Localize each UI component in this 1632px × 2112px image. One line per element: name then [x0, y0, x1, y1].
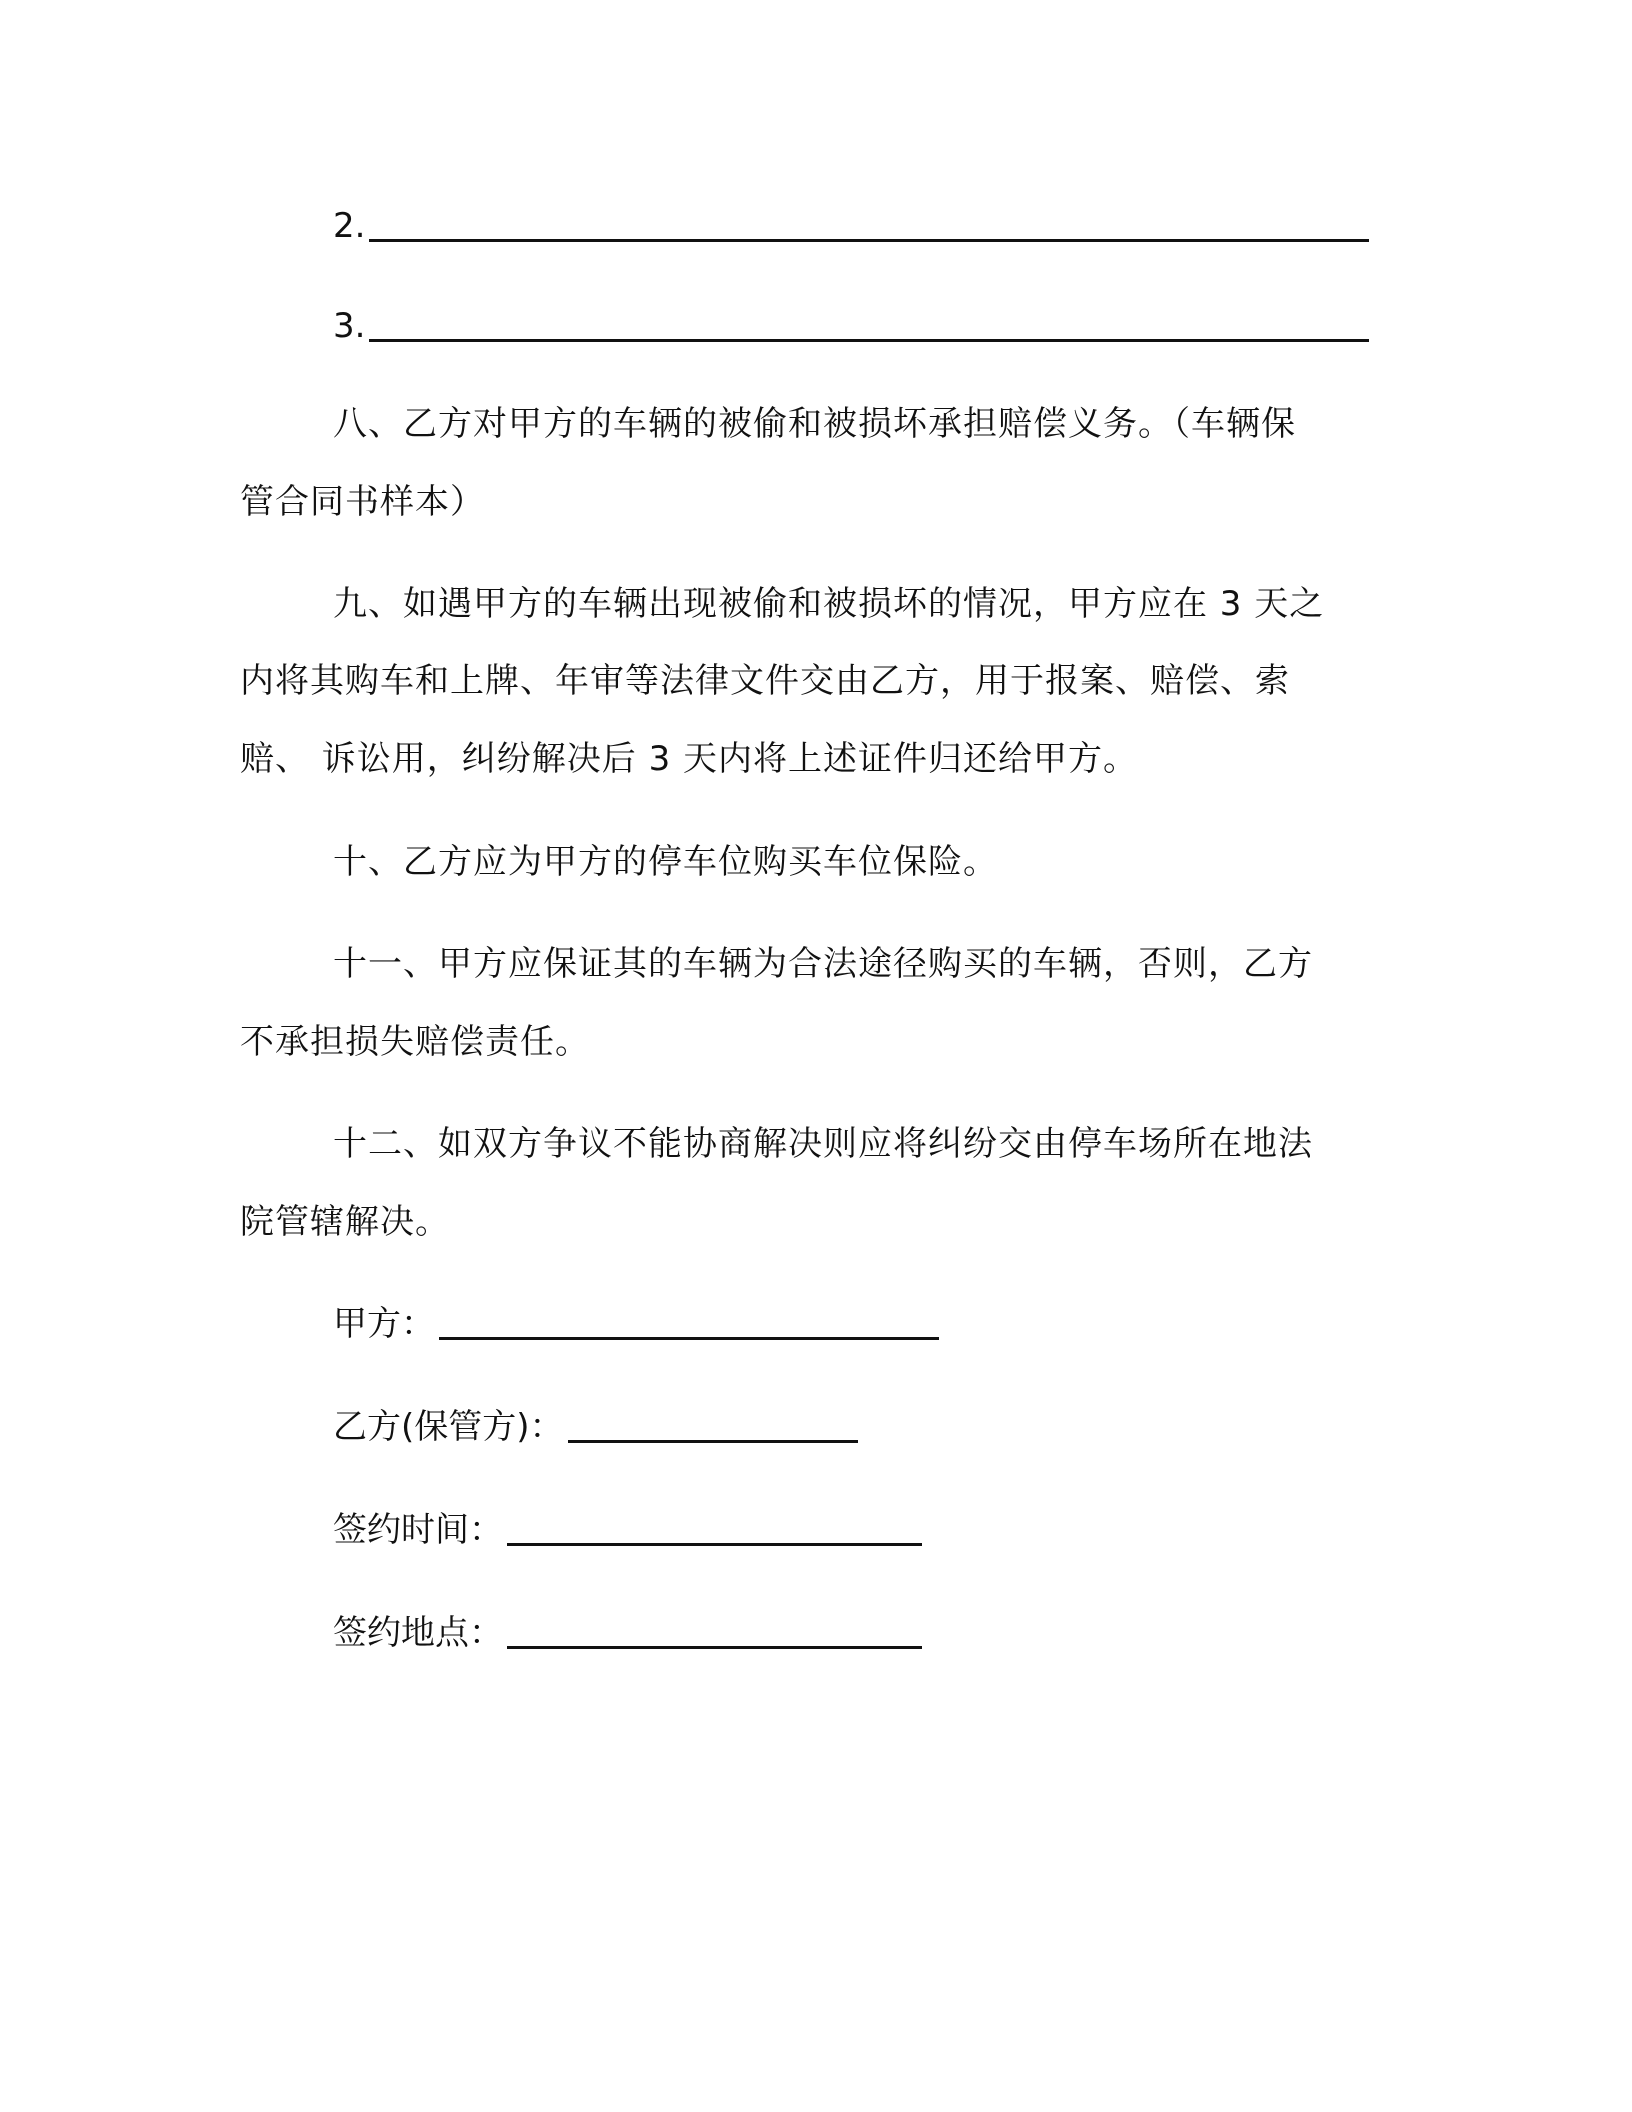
- sign-time-blank-line[interactable]: [507, 1513, 922, 1546]
- clause-12-line-2: 院管辖解决。: [240, 1202, 450, 1242]
- party-a-signature-row: [333, 1302, 939, 1346]
- item-2-label: 2.: [333, 206, 366, 246]
- item-3-row: [333, 304, 1369, 348]
- party-a-blank-line[interactable]: [439, 1307, 939, 1340]
- clause-9-line-3: 赔、 诉讼用，纠纷解决后 3 天内将上述证件归还给甲方。: [240, 739, 1139, 779]
- sign-place-blank-line[interactable]: [507, 1616, 922, 1649]
- clause-12-line-1: 十二、如双方争议不能协商解决则应将纠纷交由停车场所在地法: [333, 1124, 1313, 1164]
- item-2-blank-line: [369, 209, 1369, 242]
- clause-8-line-2: 管合同书样本）: [240, 482, 485, 522]
- clause-11-line-1: 十一、甲方应保证其的车辆为合法途径购买的车辆，否则，乙方: [333, 944, 1313, 984]
- party-b-signature-row: [333, 1405, 858, 1449]
- clause-8-line-1: 八、乙方对甲方的车辆的被偷和被损坏承担赔偿义务。（车辆保: [333, 404, 1296, 444]
- item-2-row: [333, 204, 1369, 248]
- party-b-label: 乙方(保管方)：: [333, 1407, 564, 1447]
- clause-10: 十、乙方应为甲方的停车位购买车位保险。: [333, 842, 998, 882]
- clause-9-line-1: 九、如遇甲方的车辆出现被偷和被损坏的情况，甲方应在 3 天之: [333, 584, 1325, 624]
- item-3-blank-line: [369, 309, 1369, 342]
- party-a-label: 甲方：: [333, 1304, 435, 1344]
- clause-11-line-2: 不承担损失赔偿责任。: [240, 1022, 590, 1062]
- clause-9-line-2: 内将其购车和上牌、年审等法律文件交由乙方，用于报案、赔偿、索: [240, 661, 1290, 701]
- sign-time-label: 签约时间：: [333, 1510, 503, 1550]
- sign-place-row: [333, 1611, 922, 1655]
- item-3-label: 3.: [333, 306, 366, 346]
- sign-place-label: 签约地点：: [333, 1613, 503, 1653]
- party-b-blank-line[interactable]: [568, 1410, 858, 1443]
- sign-time-row: [333, 1508, 922, 1552]
